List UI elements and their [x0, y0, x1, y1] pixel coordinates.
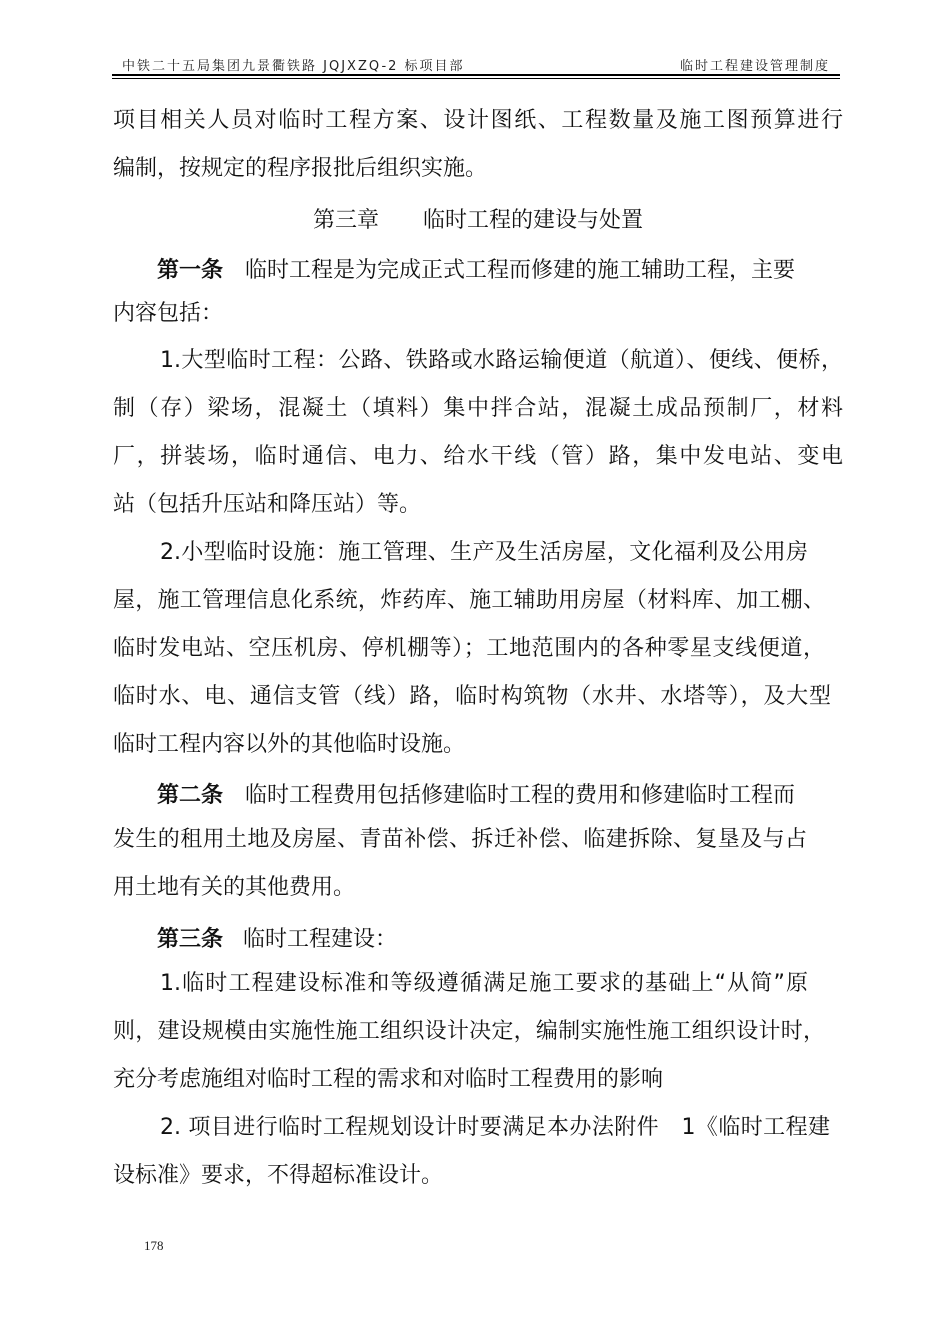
body-line: 1.大型临时工程：公路、铁路或水路运输便道（航道）、便线、便桥， [160, 348, 843, 373]
header-project-name: 中铁二十五局集团九景衢铁路 JQJXZQ-2 标项目部 [122, 59, 465, 74]
article-3-text: 临时工程建设： [243, 927, 398, 952]
article-1-text: 临时工程是为完成正式工程而修建的施工辅助工程，主要 [245, 258, 796, 283]
body-line: 发生的租用土地及房屋、青苗补偿、拆迁补偿、临建拆除、复垦及与占 [113, 827, 807, 852]
article-1-heading: 第一条 [157, 258, 224, 283]
body-line: 2. 项目进行临时工程规划设计时要满足本办法附件 1《临时工程建 [160, 1115, 830, 1140]
page-number: 178 [144, 1238, 164, 1253]
body-line: 充分考虑施组对临时工程的需求和对临时工程费用的影响 [113, 1067, 664, 1092]
body-line: 用土地有关的其他费用。 [113, 875, 356, 900]
article-2-heading: 第二条 [157, 783, 224, 808]
body-line: 临时水、电、通信支管（线）路，临时构筑物（水井、水塔等），及大型 [113, 684, 831, 709]
body-line: 则，建设规模由实施性施工组织设计决定，编制实施性施工组织设计时， [113, 1019, 825, 1044]
body-line: 内容包括： [113, 301, 224, 326]
header-document-title: 临时工程建设管理制度 [679, 59, 830, 74]
header-rule [112, 74, 840, 76]
header-rule-thin [112, 78, 840, 79]
body-line: 厂，拼装场，临时通信、电力、给水干线（管）路，集中发电站、变电 [113, 444, 843, 469]
body-line: 项目相关人员对临时工程方案、设计图纸、工程数量及施工图预算进行 [113, 108, 843, 133]
body-line: 站（包括升压站和降压站）等。 [113, 492, 422, 517]
body-line: 临时发电站、空压机房、停机棚等）；工地范围内的各种零星支线便道， [113, 636, 825, 661]
chapter-title: 第三章 临时工程的建设与处置 [312, 208, 643, 233]
body-line: 临时工程内容以外的其他临时设施。 [113, 732, 466, 757]
article-2-text: 临时工程费用包括修建临时工程的费用和修建临时工程而 [245, 783, 796, 808]
page-header [112, 53, 840, 75]
body-line: 制（存）梁场，混凝土（填料）集中拌合站，混凝土成品预制厂，材料 [113, 396, 843, 421]
body-line: 2.小型临时设施：施工管理、生产及生活房屋，文化福利及公用房 [160, 540, 808, 565]
body-line: 编制，按规定的程序报批后组织实施。 [113, 156, 488, 181]
body-line: 1.临时工程建设标准和等级遵循满足施工要求的基础上“从简”原 [160, 971, 808, 996]
article-3-heading: 第三条 [157, 927, 224, 952]
body-line: 屋，施工管理信息化系统，炸药库、施工辅助用房屋（材料库、加工棚、 [113, 588, 825, 613]
body-line: 设标准》要求，不得超标准设计。 [113, 1163, 444, 1188]
